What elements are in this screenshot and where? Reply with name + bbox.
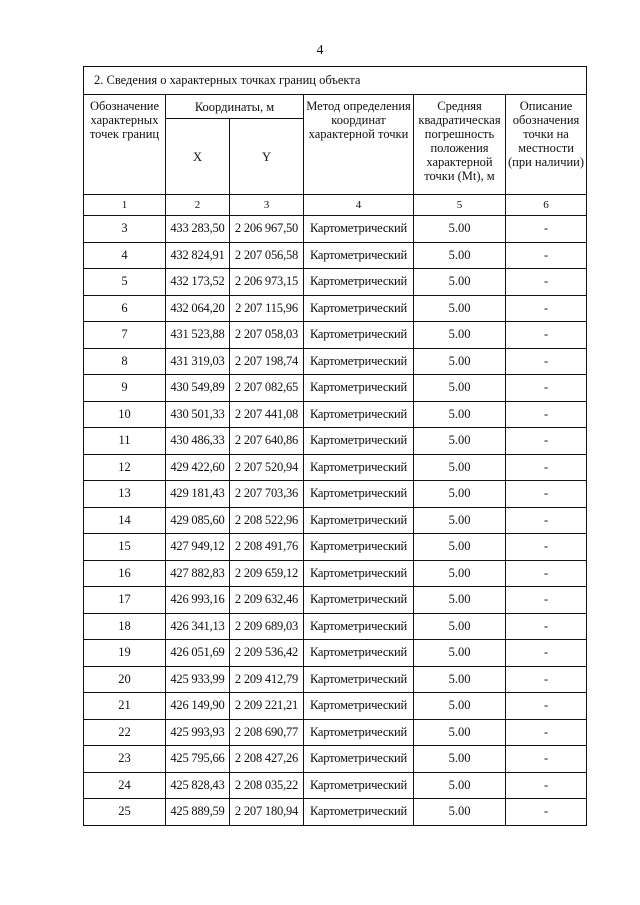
x-coordinate-cell: 432 173,52 <box>166 269 230 296</box>
method-cell: Картометрический <box>304 216 414 243</box>
description-cell: - <box>506 454 587 481</box>
method-cell: Картометрический <box>304 613 414 640</box>
description-cell: - <box>506 587 587 614</box>
method-cell: Картометрический <box>304 772 414 799</box>
error-cell: 5.00 <box>414 640 506 667</box>
point-number-cell: 24 <box>84 772 166 799</box>
point-number-cell: 16 <box>84 560 166 587</box>
point-number-cell: 17 <box>84 587 166 614</box>
point-number-cell: 12 <box>84 454 166 481</box>
x-coordinate-cell: 427 882,83 <box>166 560 230 587</box>
description-cell: - <box>506 348 587 375</box>
x-coordinate-cell: 425 889,59 <box>166 799 230 826</box>
x-coordinate-cell: 427 949,12 <box>166 534 230 561</box>
y-coordinate-cell: 2 207 198,74 <box>230 348 304 375</box>
point-number-cell: 18 <box>84 613 166 640</box>
x-coordinate-cell: 430 549,89 <box>166 375 230 402</box>
error-cell: 5.00 <box>414 295 506 322</box>
description-cell: - <box>506 507 587 534</box>
method-cell: Картометрический <box>304 587 414 614</box>
x-coordinate-cell: 425 795,66 <box>166 746 230 773</box>
error-cell: 5.00 <box>414 428 506 455</box>
table-row <box>84 216 587 243</box>
x-coordinate-cell: 426 993,16 <box>166 587 230 614</box>
x-coordinate-cell: 430 486,33 <box>166 428 230 455</box>
table-row <box>84 269 587 296</box>
point-number-cell: 22 <box>84 719 166 746</box>
x-coordinate-cell: 432 824,91 <box>166 242 230 269</box>
method-cell: Картометрический <box>304 375 414 402</box>
column-number: 1 <box>84 195 166 216</box>
error-cell: 5.00 <box>414 375 506 402</box>
header-description: Описание обозначения точки на местности (при наличии) <box>506 95 587 195</box>
y-coordinate-cell: 2 209 536,42 <box>230 640 304 667</box>
description-cell: - <box>506 375 587 402</box>
table-header <box>84 67 587 216</box>
x-coordinate-cell: 431 319,03 <box>166 348 230 375</box>
description-cell: - <box>506 322 587 349</box>
y-coordinate-cell: 2 207 640,86 <box>230 428 304 455</box>
column-number: 2 <box>166 195 230 216</box>
point-number-cell: 6 <box>84 295 166 322</box>
header-point-designation: Обозначение характерных точек границ <box>84 95 166 195</box>
column-number: 6 <box>506 195 587 216</box>
method-cell: Картометрический <box>304 507 414 534</box>
method-cell: Картометрический <box>304 746 414 773</box>
point-number-cell: 19 <box>84 640 166 667</box>
table-row <box>84 242 587 269</box>
description-cell: - <box>506 640 587 667</box>
error-cell: 5.00 <box>414 322 506 349</box>
method-cell: Картометрический <box>304 560 414 587</box>
header-y: Y <box>230 119 304 195</box>
description-cell: - <box>506 719 587 746</box>
description-cell: - <box>506 799 587 826</box>
table-row <box>84 772 587 799</box>
y-coordinate-cell: 2 209 689,03 <box>230 613 304 640</box>
table-row <box>84 746 587 773</box>
method-cell: Картометрический <box>304 481 414 508</box>
error-cell: 5.00 <box>414 587 506 614</box>
error-cell: 5.00 <box>414 560 506 587</box>
description-cell: - <box>506 534 587 561</box>
method-cell: Картометрический <box>304 693 414 720</box>
error-cell: 5.00 <box>414 746 506 773</box>
description-cell: - <box>506 666 587 693</box>
point-number-cell: 8 <box>84 348 166 375</box>
method-cell: Картометрический <box>304 428 414 455</box>
table-row <box>84 322 587 349</box>
error-cell: 5.00 <box>414 799 506 826</box>
y-coordinate-cell: 2 209 659,12 <box>230 560 304 587</box>
point-number-cell: 13 <box>84 481 166 508</box>
error-cell: 5.00 <box>414 454 506 481</box>
table-row <box>84 613 587 640</box>
y-coordinate-cell: 2 207 520,94 <box>230 454 304 481</box>
method-cell: Картометрический <box>304 719 414 746</box>
method-cell: Картометрический <box>304 322 414 349</box>
header-x: X <box>166 119 230 195</box>
method-cell: Картометрический <box>304 666 414 693</box>
page-number: 4 <box>316 43 324 58</box>
point-number-cell: 23 <box>84 746 166 773</box>
point-number-cell: 14 <box>84 507 166 534</box>
header-row <box>84 95 587 119</box>
table-body <box>84 216 587 826</box>
x-coordinate-cell: 425 993,93 <box>166 719 230 746</box>
table-row <box>84 428 587 455</box>
y-coordinate-cell: 2 208 491,76 <box>230 534 304 561</box>
description-cell: - <box>506 401 587 428</box>
x-coordinate-cell: 430 501,33 <box>166 401 230 428</box>
x-coordinate-cell: 426 341,13 <box>166 613 230 640</box>
point-number-cell: 20 <box>84 666 166 693</box>
error-cell: 5.00 <box>414 269 506 296</box>
column-number-row <box>84 195 587 216</box>
error-cell: 5.00 <box>414 693 506 720</box>
table-row <box>84 560 587 587</box>
table-row <box>84 587 587 614</box>
y-coordinate-cell: 2 208 427,26 <box>230 746 304 773</box>
point-number-cell: 5 <box>84 269 166 296</box>
table-row <box>84 719 587 746</box>
x-coordinate-cell: 433 283,50 <box>166 216 230 243</box>
boundary-points-table <box>83 66 587 826</box>
section-title: 2. Сведения о характерных точках границ объекта <box>84 67 587 95</box>
table-row <box>84 693 587 720</box>
x-coordinate-cell: 429 181,43 <box>166 481 230 508</box>
x-coordinate-cell: 432 064,20 <box>166 295 230 322</box>
table-row <box>84 348 587 375</box>
method-cell: Картометрический <box>304 454 414 481</box>
point-number-cell: 9 <box>84 375 166 402</box>
y-coordinate-cell: 2 207 058,03 <box>230 322 304 349</box>
method-cell: Картометрический <box>304 799 414 826</box>
y-coordinate-cell: 2 209 412,79 <box>230 666 304 693</box>
x-coordinate-cell: 426 051,69 <box>166 640 230 667</box>
column-number: 5 <box>414 195 506 216</box>
point-number-cell: 15 <box>84 534 166 561</box>
method-cell: Картометрический <box>304 401 414 428</box>
description-cell: - <box>506 693 587 720</box>
table-row <box>84 295 587 322</box>
error-cell: 5.00 <box>414 481 506 508</box>
table-row <box>84 375 587 402</box>
description-cell: - <box>506 772 587 799</box>
x-coordinate-cell: 425 828,43 <box>166 772 230 799</box>
header-method: Метод определения координат характерной точки <box>304 95 414 195</box>
y-coordinate-cell: 2 207 115,96 <box>230 295 304 322</box>
y-coordinate-cell: 2 208 035,22 <box>230 772 304 799</box>
method-cell: Картометрический <box>304 348 414 375</box>
y-coordinate-cell: 2 207 703,36 <box>230 481 304 508</box>
x-coordinate-cell: 429 085,60 <box>166 507 230 534</box>
description-cell: - <box>506 560 587 587</box>
point-number-cell: 3 <box>84 216 166 243</box>
header-coordinates: Координаты, м <box>166 95 304 119</box>
table-row <box>84 640 587 667</box>
section-title-row <box>84 67 587 95</box>
description-cell: - <box>506 242 587 269</box>
point-number-cell: 11 <box>84 428 166 455</box>
y-coordinate-cell: 2 208 690,77 <box>230 719 304 746</box>
error-cell: 5.00 <box>414 216 506 243</box>
method-cell: Картометрический <box>304 640 414 667</box>
error-cell: 5.00 <box>414 719 506 746</box>
method-cell: Картометрический <box>304 269 414 296</box>
y-coordinate-cell: 2 209 632,46 <box>230 587 304 614</box>
description-cell: - <box>506 481 587 508</box>
x-coordinate-cell: 429 422,60 <box>166 454 230 481</box>
table-row <box>84 401 587 428</box>
description-cell: - <box>506 746 587 773</box>
description-cell: - <box>506 269 587 296</box>
error-cell: 5.00 <box>414 666 506 693</box>
y-coordinate-cell: 2 209 221,21 <box>230 693 304 720</box>
description-cell: - <box>506 216 587 243</box>
column-number: 4 <box>304 195 414 216</box>
y-coordinate-cell: 2 207 441,08 <box>230 401 304 428</box>
error-cell: 5.00 <box>414 507 506 534</box>
table-row <box>84 534 587 561</box>
x-coordinate-cell: 426 149,90 <box>166 693 230 720</box>
description-cell: - <box>506 295 587 322</box>
point-number-cell: 10 <box>84 401 166 428</box>
point-number-cell: 4 <box>84 242 166 269</box>
y-coordinate-cell: 2 206 973,15 <box>230 269 304 296</box>
table-row <box>84 481 587 508</box>
error-cell: 5.00 <box>414 772 506 799</box>
y-coordinate-cell: 2 206 967,50 <box>230 216 304 243</box>
table-row <box>84 666 587 693</box>
y-coordinate-cell: 2 208 522,96 <box>230 507 304 534</box>
column-number: 3 <box>230 195 304 216</box>
table-row <box>84 799 587 826</box>
method-cell: Картометрический <box>304 242 414 269</box>
y-coordinate-cell: 2 207 082,65 <box>230 375 304 402</box>
error-cell: 5.00 <box>414 534 506 561</box>
error-cell: 5.00 <box>414 242 506 269</box>
point-number-cell: 7 <box>84 322 166 349</box>
error-cell: 5.00 <box>414 348 506 375</box>
point-number-cell: 21 <box>84 693 166 720</box>
point-number-cell: 25 <box>84 799 166 826</box>
method-cell: Картометрический <box>304 534 414 561</box>
y-coordinate-cell: 2 207 180,94 <box>230 799 304 826</box>
table-row <box>84 454 587 481</box>
error-cell: 5.00 <box>414 401 506 428</box>
header-error: Средняя квадратическая погрешность положения характерной точки (Mt), м <box>414 95 506 195</box>
method-cell: Картометрический <box>304 295 414 322</box>
x-coordinate-cell: 425 933,99 <box>166 666 230 693</box>
error-cell: 5.00 <box>414 613 506 640</box>
description-cell: - <box>506 428 587 455</box>
table-row <box>84 507 587 534</box>
y-coordinate-cell: 2 207 056,58 <box>230 242 304 269</box>
description-cell: - <box>506 613 587 640</box>
x-coordinate-cell: 431 523,88 <box>166 322 230 349</box>
